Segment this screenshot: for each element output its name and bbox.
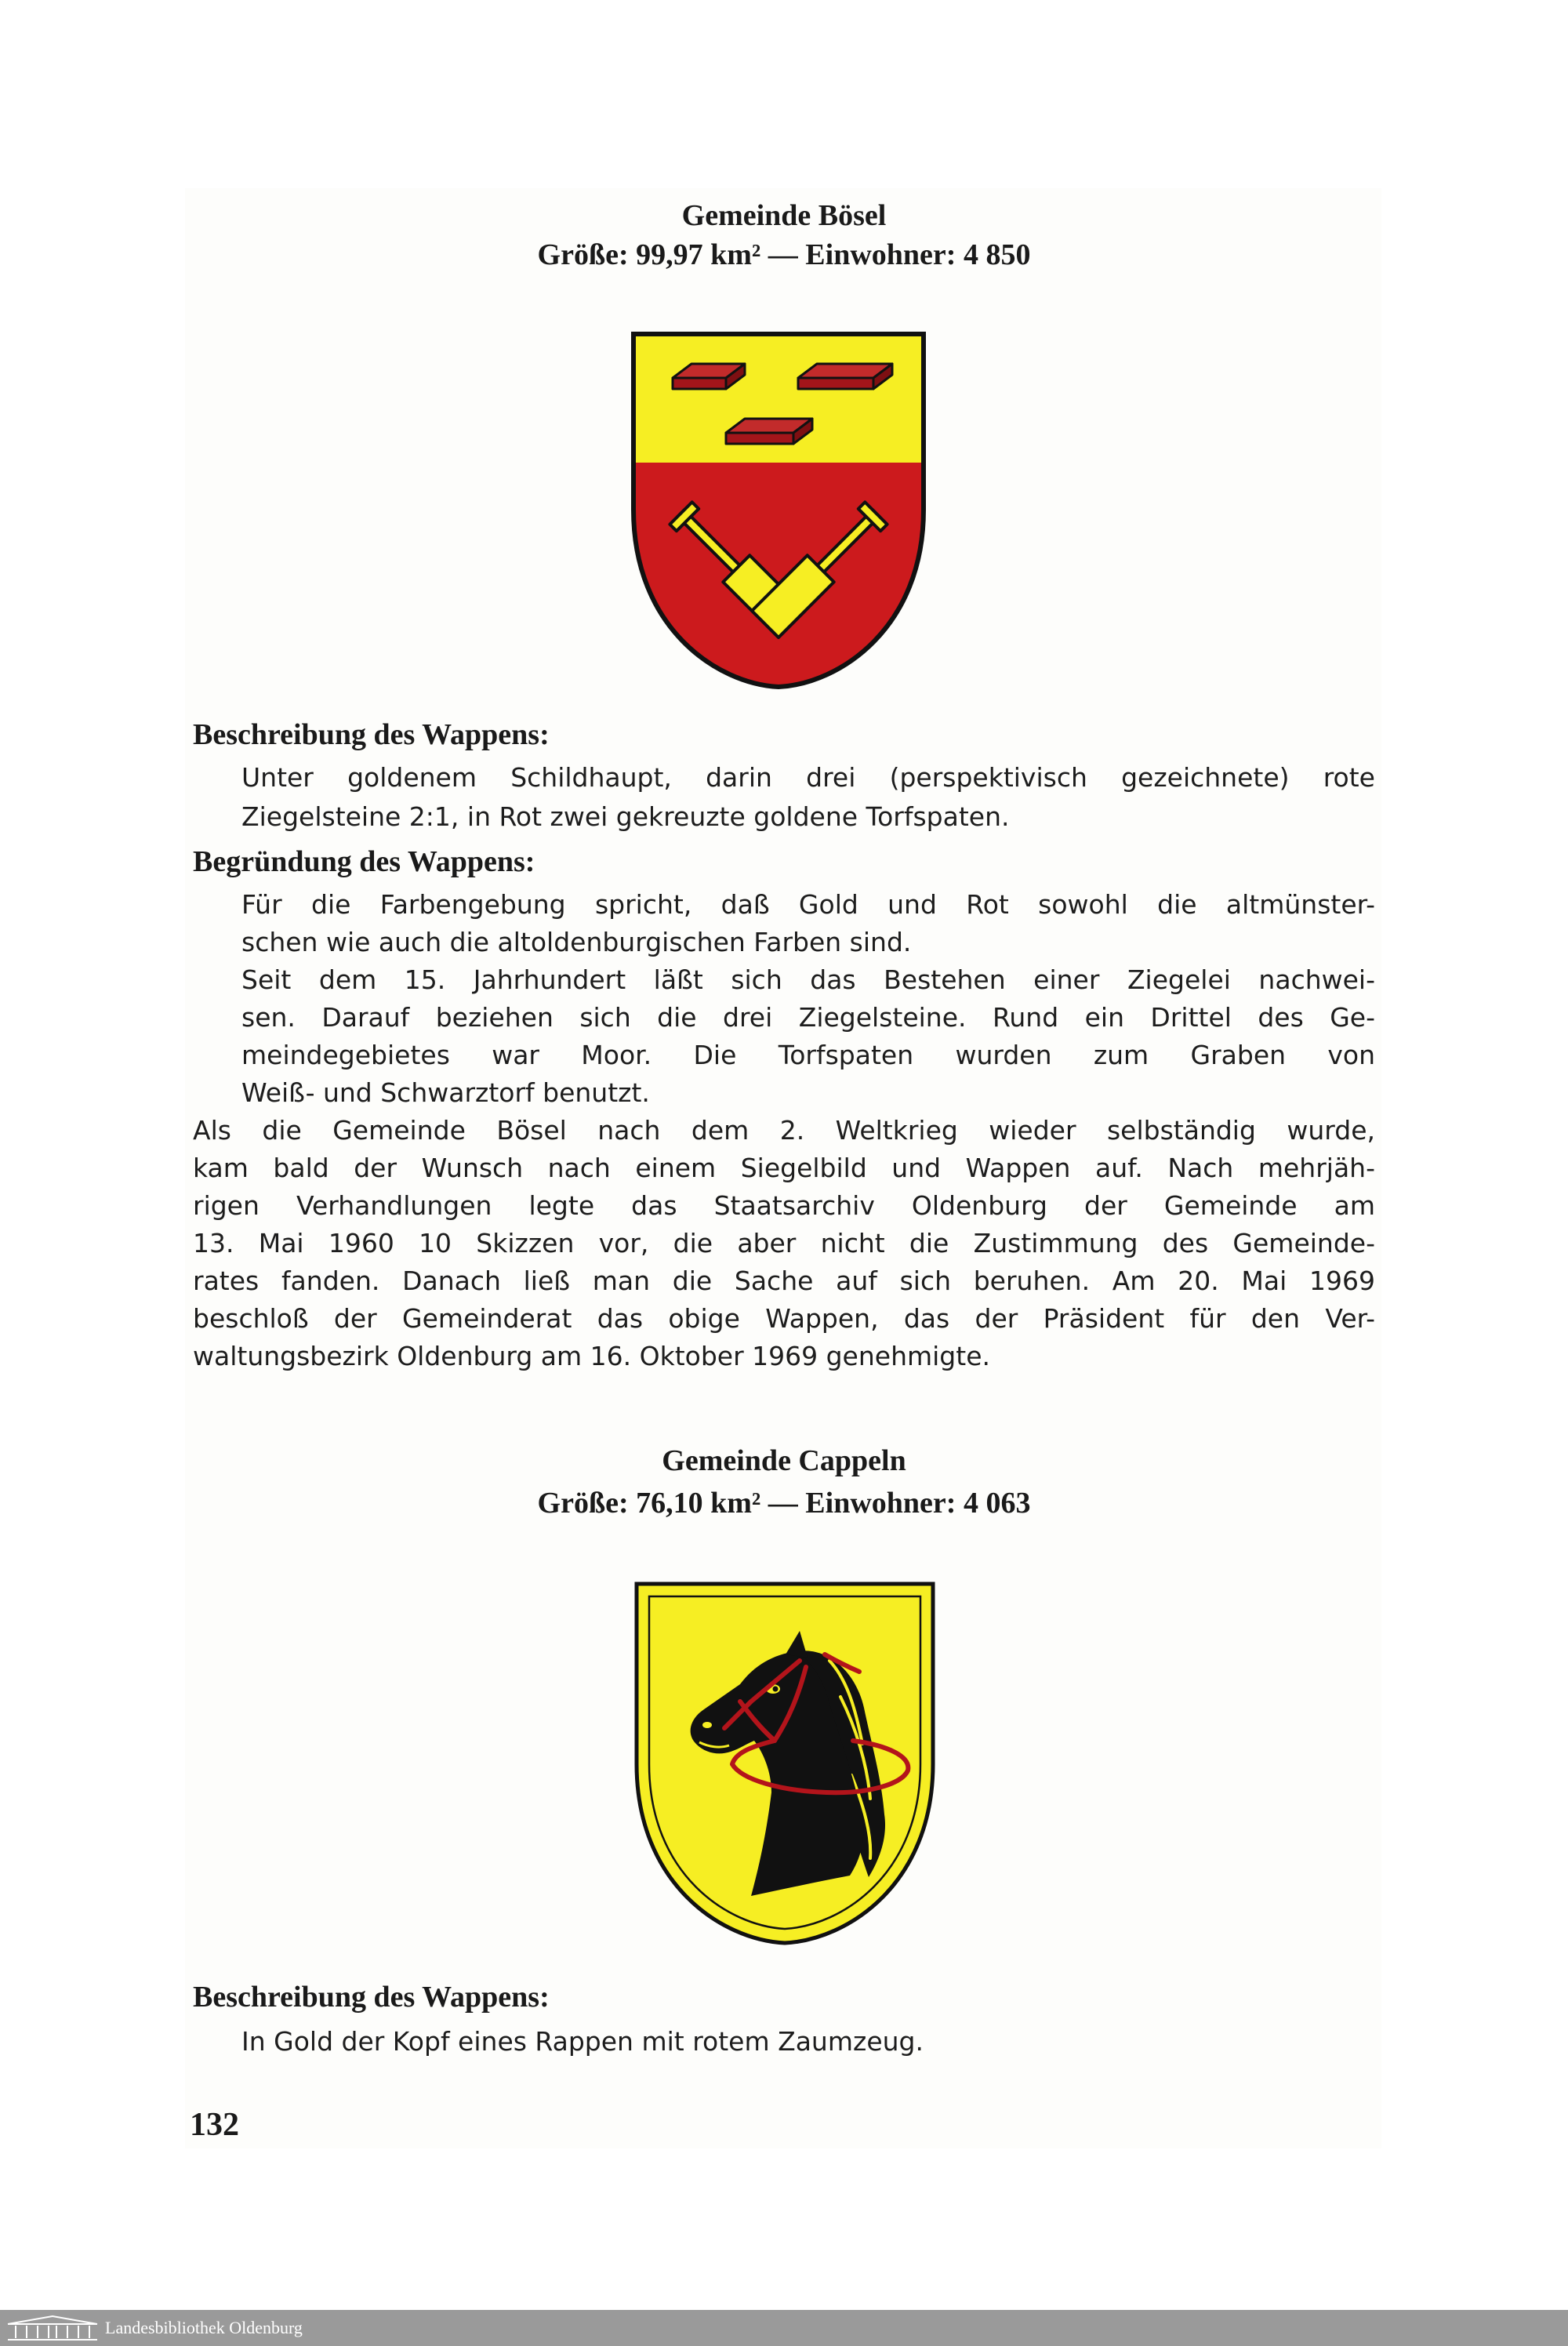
section2-beschreibung-line: In Gold der Kopf eines Rappen mit rotem Zaumzeug. <box>241 2026 924 2057</box>
section1-stats: Größe: 99,97 km² — Einwohner: 4 850 <box>537 238 1031 271</box>
page-number: 132 <box>190 2107 239 2143</box>
section1-history-line: 13. Mai 1960 10 Skizzen vor, die aber nicht die Zustimmung des Gemeinde- <box>193 1228 1375 1258</box>
section1-beschreibung-label: Beschreibung des Wappens: <box>193 718 550 751</box>
section1-begruendung-label: Begründung des Wappens: <box>193 845 535 878</box>
section1-history-line: waltungsbezirk Oldenburg am 16. Oktober 1969 genehmigte. <box>193 1341 990 1371</box>
footer-library-name: Landesbibliothek Oldenburg <box>105 2318 303 2337</box>
section1-beschreibung-line: Unter goldenem Schildhaupt, darin drei (perspektivisch gezeichnete) rote <box>241 762 1375 793</box>
section1-beschreibung-line: Ziegelsteine 2:1, in Rot zwei gekreuzte goldene Torfspaten. <box>241 801 1010 832</box>
brick-icon <box>726 419 812 444</box>
library-building-icon <box>6 2315 99 2341</box>
section1-begruendung-line: meindegebietes war Moor. Die Torfspaten wurden zum Graben von <box>241 1040 1375 1070</box>
footer-bar <box>0 2310 1568 2346</box>
section1-history-line: rates fanden. Danach ließ man die Sache auf sich beruhen. Am 20. Mai 1969 <box>193 1266 1375 1296</box>
section1-begruendung-line: Weiß- und Schwarztorf benutzt. <box>241 1077 650 1108</box>
section2-title: Gemeinde Cappeln <box>662 1444 906 1477</box>
section1-history-line: Als die Gemeinde Bösel nach dem 2. Weltkrieg wieder selbständig wurde, <box>193 1115 1375 1146</box>
shield-field-red <box>629 463 928 692</box>
brick-icon <box>798 364 892 389</box>
section1-begruendung-line: Für die Farbengebung spricht, daß Gold und Rot sowohl die altmünster- <box>241 889 1375 920</box>
section1-history-line: beschloß der Gemeinderat das obige Wappen, das der Präsident für den Ver- <box>193 1303 1375 1334</box>
cappeln-coat-of-arms <box>632 1579 938 1948</box>
section1-begruendung-line: schen wie auch die altoldenburgischen Farben sind. <box>241 927 912 957</box>
section2-beschreibung-label: Beschreibung des Wappens: <box>193 1981 550 2014</box>
section1-history-line: kam bald der Wunsch nach einem Siegelbild und Wappen auf. Nach mehrjäh- <box>193 1153 1375 1183</box>
section1-begruendung-line: Seit dem 15. Jahrhundert läßt sich das Bestehen einer Ziegelei nachwei- <box>241 964 1375 995</box>
section1-title: Gemeinde Bösel <box>681 199 887 232</box>
section1-history-line: rigen Verhandlungen legte das Staatsarchiv Oldenburg der Gemeinde am <box>193 1190 1375 1221</box>
section2-stats: Größe: 76,10 km² — Einwohner: 4 063 <box>537 1487 1031 1520</box>
section1-begruendung-line: sen. Darauf beziehen sich die drei Ziegelsteine. Rund ein Drittel des Ge- <box>241 1002 1375 1033</box>
boesel-coat-of-arms <box>629 329 928 692</box>
